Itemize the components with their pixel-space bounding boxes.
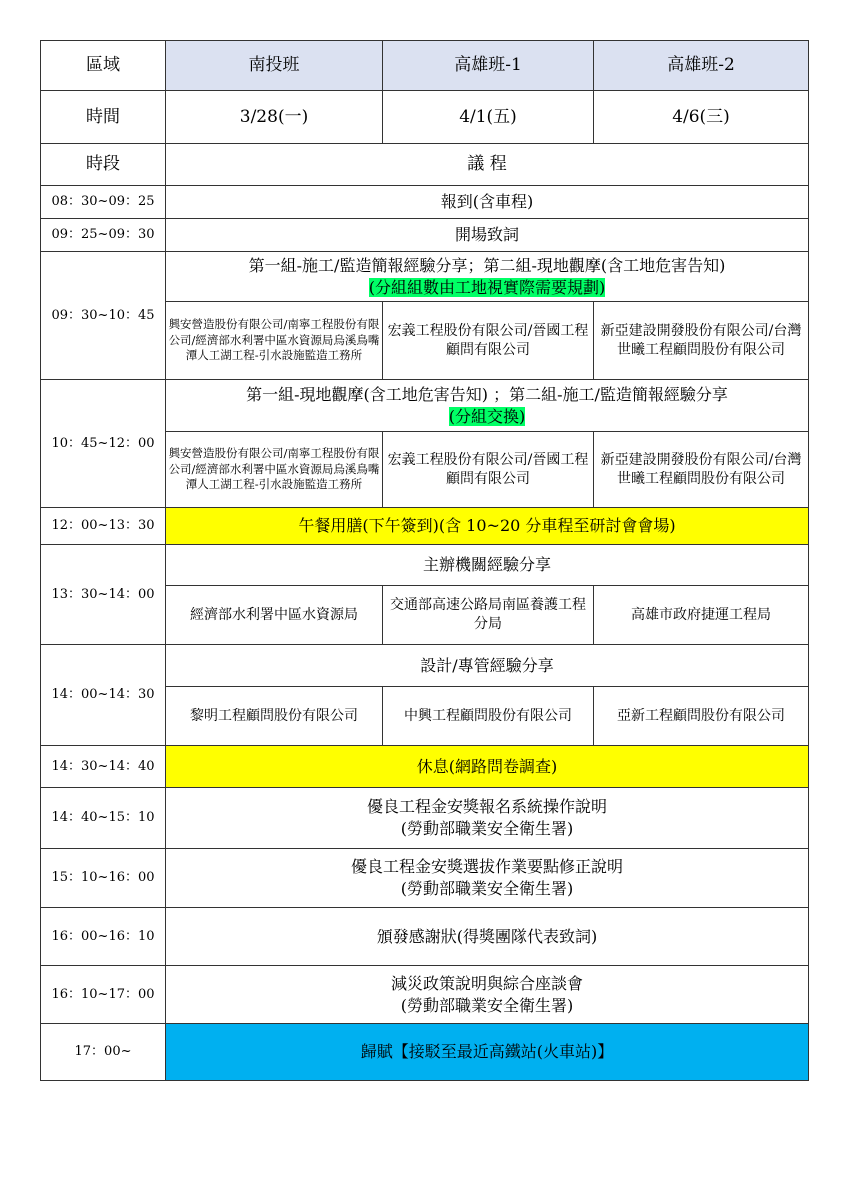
break-item: 休息(網路問卷調查) bbox=[166, 746, 809, 788]
agenda-presenter: (勞動部職業安全衛生署) bbox=[400, 819, 574, 838]
time-slot: 14：40~15：10 bbox=[41, 788, 166, 849]
date-nantou: 3/28(一) bbox=[166, 91, 383, 144]
time-slot: 12：00~13：30 bbox=[41, 508, 166, 545]
time-slot: 10：45~12：00 bbox=[41, 380, 166, 508]
agenda-title: 優良工程金安獎報名系統操作說明 bbox=[366, 797, 607, 817]
date-kaohsiung-2: 4/6(三) bbox=[594, 91, 809, 144]
region-nantou: 南投班 bbox=[166, 41, 383, 91]
region-row bbox=[41, 41, 809, 91]
schedule-row bbox=[41, 1024, 809, 1081]
schedule-row bbox=[41, 645, 809, 687]
company-cell-kaohsiung-2: 新亞建設開發股份有限公司/台灣世曦工程顧問股份有限公司 bbox=[594, 302, 809, 380]
agenda-presenter: (勞動部職業安全衛生署) bbox=[400, 995, 574, 1015]
topic-text: 第一組-現地觀摩(含工地危害告知) ；第二組-施工/監造簡報經驗分享 bbox=[246, 384, 728, 404]
agenda-presenter: (勞動部職業安全衛生署) bbox=[400, 879, 574, 898]
company-cell-kaohsiung-2: 亞新工程顧問股份有限公司 bbox=[594, 687, 809, 746]
agenda-title: 優良工程金安獎選拔作業要點修正說明 bbox=[350, 857, 623, 877]
company-cell-kaohsiung-1: 中興工程顧問股份有限公司 bbox=[383, 687, 594, 746]
time-slot: 16：10~17：00 bbox=[41, 966, 166, 1024]
agenda-item bbox=[166, 966, 809, 1024]
time-slot: 13：30~14：00 bbox=[41, 545, 166, 645]
schedule-row bbox=[41, 219, 809, 252]
agenda-title: 減災政策說明與綜合座談會 bbox=[390, 973, 583, 993]
company-cell-kaohsiung-2: 新亞建設開發股份有限公司/台灣世曦工程顧問股份有限公司 bbox=[594, 432, 809, 508]
schedule-row bbox=[41, 186, 809, 219]
time-slot: 14：00~14：30 bbox=[41, 645, 166, 746]
session-topic: 主辦機關經驗分享 bbox=[166, 545, 809, 586]
company-cell-nantou: 黎明工程顧問股份有限公司 bbox=[166, 687, 383, 746]
schedule-row bbox=[41, 380, 809, 432]
agenda-header-row bbox=[41, 144, 809, 186]
schedule-row bbox=[41, 788, 809, 849]
company-cell-nantou: 興安營造股份有限公司/南寧工程股份有限公司/經濟部水利署中區水資源局烏溪鳥嘴潭人工湖工程-引水設施監造工務所 bbox=[166, 302, 383, 380]
grouping-note: (分組組數由工地視實際需要規劃) bbox=[368, 277, 606, 297]
period-label: 時段 bbox=[41, 144, 166, 186]
time-slot: 15：10~16：00 bbox=[41, 849, 166, 908]
date-label: 時間 bbox=[41, 91, 166, 144]
time-slot: 17：00~ bbox=[41, 1024, 166, 1081]
org-cell-nantou: 經濟部水利署中區水資源局 bbox=[166, 586, 383, 645]
date-row bbox=[41, 91, 809, 144]
agenda-item bbox=[166, 788, 809, 849]
agenda-label: 議 程 bbox=[166, 144, 809, 186]
schedule-row bbox=[41, 252, 809, 302]
time-slot: 14：30~14：40 bbox=[41, 746, 166, 788]
session-topic bbox=[166, 252, 809, 302]
agenda-item: 開場致詞 bbox=[166, 219, 809, 252]
time-slot: 08：30~09：25 bbox=[41, 186, 166, 219]
time-slot: 16：00~16：10 bbox=[41, 908, 166, 966]
agenda-item: 報到(含車程) bbox=[166, 186, 809, 219]
shuttle-item: 歸賦【接駁至最近高鐵站(火車站)】 bbox=[166, 1024, 809, 1081]
org-cell-kaohsiung-1: 交通部高速公路局南區養護工程分局 bbox=[383, 586, 594, 645]
schedule-row bbox=[41, 508, 809, 545]
org-cell-kaohsiung-2: 高雄市政府捷運工程局 bbox=[594, 586, 809, 645]
date-kaohsiung-1: 4/1(五) bbox=[383, 91, 594, 144]
time-slot: 09：30~10：45 bbox=[41, 252, 166, 380]
session-topic bbox=[166, 380, 809, 432]
grouping-note: (分組交換) bbox=[448, 406, 526, 426]
region-label: 區域 bbox=[41, 41, 166, 91]
company-cell-kaohsiung-1: 宏義工程股份有限公司/晉國工程顧問有限公司 bbox=[383, 302, 594, 380]
time-slot: 09：25~09：30 bbox=[41, 219, 166, 252]
region-kaohsiung-1: 高雄班-1 bbox=[383, 41, 594, 91]
schedule-row bbox=[41, 849, 809, 908]
session-topic: 設計/專管經驗分享 bbox=[166, 645, 809, 687]
topic-text: 第一組-施工/監造簡報經驗分享；第二組-現地觀摩(含工地危害告知) bbox=[248, 255, 726, 275]
agenda-item: 頒發感謝狀(得獎團隊代表致詞) bbox=[166, 908, 809, 966]
company-cell-nantou: 興安營造股份有限公司/南寧工程股份有限公司/經濟部水利署中區水資源局烏溪鳥嘴潭人工湖工程-引水設施監造工務所 bbox=[166, 432, 383, 508]
schedule-row bbox=[41, 908, 809, 966]
lunch-item: 午餐用膳(下午簽到)(含 10~20 分車程至研討會會場) bbox=[166, 508, 809, 545]
schedule-row bbox=[41, 545, 809, 586]
region-kaohsiung-2: 高雄班-2 bbox=[594, 41, 809, 91]
schedule-row bbox=[41, 966, 809, 1024]
agenda-table bbox=[40, 40, 809, 1081]
company-cell-kaohsiung-1: 宏義工程股份有限公司/晉國工程顧問有限公司 bbox=[383, 432, 594, 508]
agenda-item bbox=[166, 849, 809, 908]
schedule-row bbox=[41, 746, 809, 788]
